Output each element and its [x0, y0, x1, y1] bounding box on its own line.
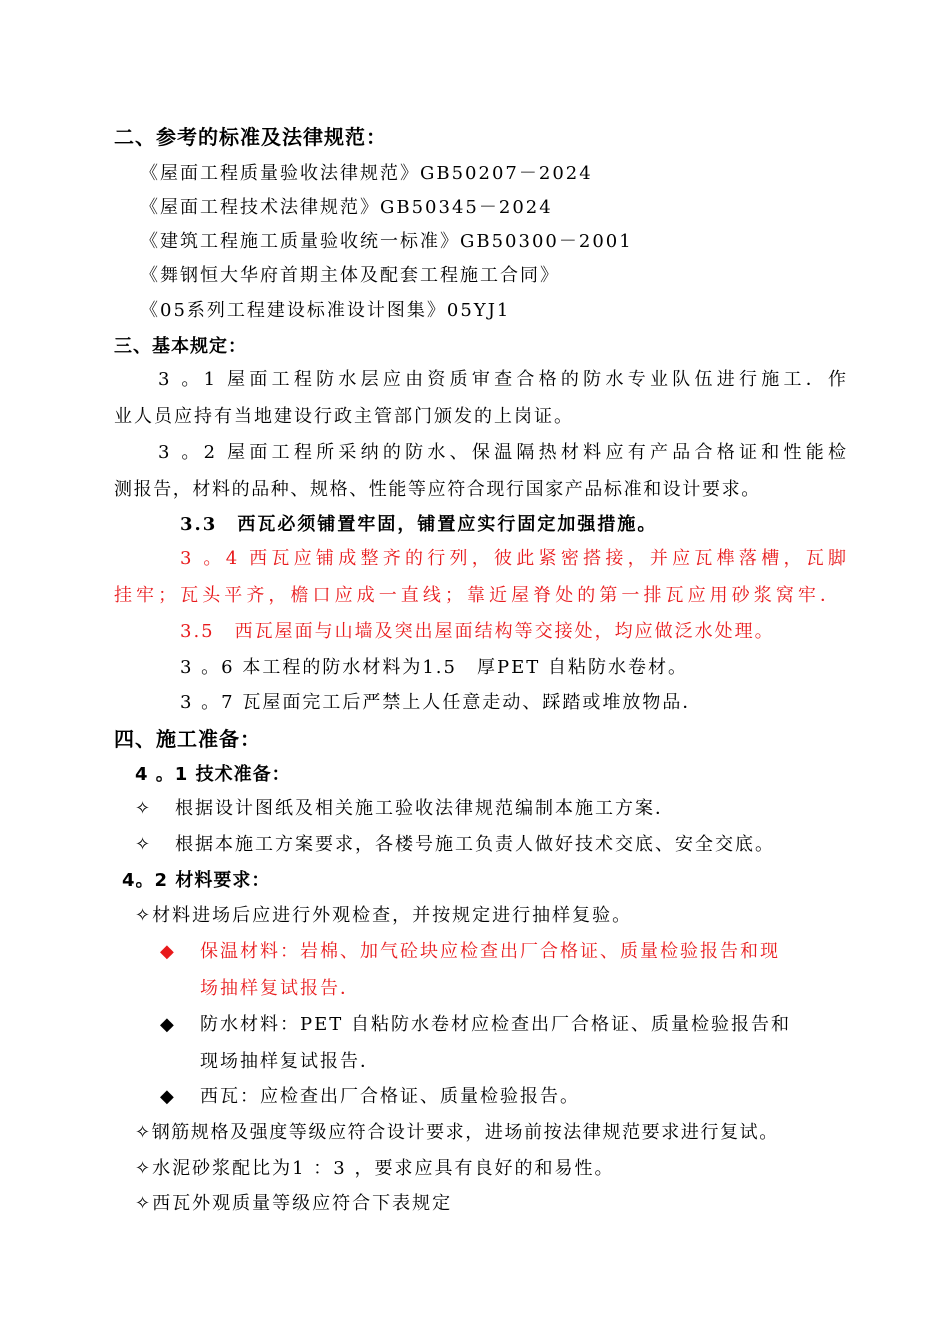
section2-heading: 二、参考的标准及法律规范：: [114, 125, 387, 149]
subsection-4-1-heading: 4 。1 技术准备：: [135, 764, 291, 785]
reference-item-2: 《屋面工程技术法律规范》GB50345－2024: [140, 197, 553, 218]
outline-star-icon: ✧: [135, 1193, 153, 1214]
material-item-1: ✧材料进场后应进行外观检查，并按规定进行抽样复验。: [135, 905, 633, 926]
clause-3-6: 3 。6 本工程的防水材料为1.5 厚PET 自粘防水卷材。: [180, 657, 688, 678]
clause-3-5: 3.5 西瓦屋面与山墙及突出屋面结构等交接处，均应做泛水处理。: [180, 621, 775, 642]
diamond-icon: ◆: [160, 1014, 176, 1035]
section3-heading: 三、基本规定：: [114, 336, 247, 357]
diamond-icon: ◆: [160, 1086, 176, 1107]
tech-prep-item-2: ✧ 根据本施工方案要求，各楼号施工负责人做好技术交底、安全交底。: [135, 834, 775, 855]
outline-star-icon: ✧: [135, 834, 153, 855]
clause-3-7: 3 。7 瓦屋面完工后严禁上人任意走动、踩踏或堆放物品．: [180, 692, 703, 713]
section4-heading: 四、施工准备：: [114, 727, 261, 751]
diamond-icon: ◆: [160, 941, 176, 962]
clause-3-2-line2: 测报告，材料的品种、规格、性能等应符合现行国家产品标准和设计要求。: [114, 479, 761, 500]
material-item-4: ✧西瓦外观质量等级应符合下表规定: [135, 1193, 453, 1214]
outline-star-icon: ✧: [135, 798, 153, 819]
material-detail-tile: ◆ 西瓦：应检查出厂合格证、质量检验报告。: [160, 1086, 580, 1107]
clause-3-1-line2: 业人员应持有当地建设行政主管部门颁发的上岗证。: [114, 406, 574, 427]
clause-3-4-line1: 3 。4 西瓦应铺成整齐的行列，彼此紧密搭接，并应瓦榫落槽，瓦脚: [180, 548, 848, 569]
reference-item-4: 《舞钢恒大华府首期主体及配套工程施工合同》: [140, 265, 560, 286]
clause-3-3: 3.3 西瓦必须铺置牢固，铺置应实行固定加强措施。: [180, 514, 658, 535]
outline-star-icon: ✧: [135, 1122, 152, 1143]
reference-item-5: 《05系列工程建设标准设计图集》05YJ1: [140, 300, 511, 321]
subsection-4-2-heading: 4。2 材料要求：: [122, 870, 271, 891]
material-detail-waterproof-line2: 现场抽样复试报告．: [200, 1051, 380, 1072]
material-detail-waterproof-line1: ◆ 防水材料：PET 自粘防水卷材应检查出厂合格证、质量检验报告和: [160, 1014, 791, 1035]
outline-star-icon: ✧: [135, 1158, 153, 1179]
clause-3-4-line2: 挂牢；瓦头平齐，檐口应成一直线；靠近屋脊处的第一排瓦应用砂浆窝牢．: [114, 585, 840, 606]
material-item-2: ✧钢筋规格及强度等级应符合设计要求，进场前按法律规范要求进行复试。: [135, 1122, 779, 1143]
clause-3-1-line1: 3 。1 屋面工程防水层应由资质审查合格的防水专业队伍进行施工．作: [158, 369, 848, 390]
tech-prep-item-1: ✧ 根据设计图纸及相关施工验收法律规范编制本施工方案．: [135, 798, 675, 819]
clause-3-2-line1: 3 。2 屋面工程所采纳的防水、保温隔热材料应有产品合格证和性能检: [158, 442, 848, 463]
reference-item-1: 《屋面工程质量验收法律规范》GB50207－2024: [140, 163, 593, 184]
material-detail-insulation-line2: 场抽样复试报告．: [200, 978, 360, 999]
material-item-3: ✧水泥砂浆配比为1 ：3 ，要求应具有良好的和易性。: [135, 1158, 615, 1179]
material-detail-insulation-line1: ◆ 保温材料：岩棉、加气砼块应检查出厂合格证、质量检验报告和现: [160, 941, 780, 962]
reference-item-3: 《建筑工程施工质量验收统一标准》GB50300－2001: [140, 231, 633, 252]
outline-star-icon: ✧: [135, 905, 153, 926]
